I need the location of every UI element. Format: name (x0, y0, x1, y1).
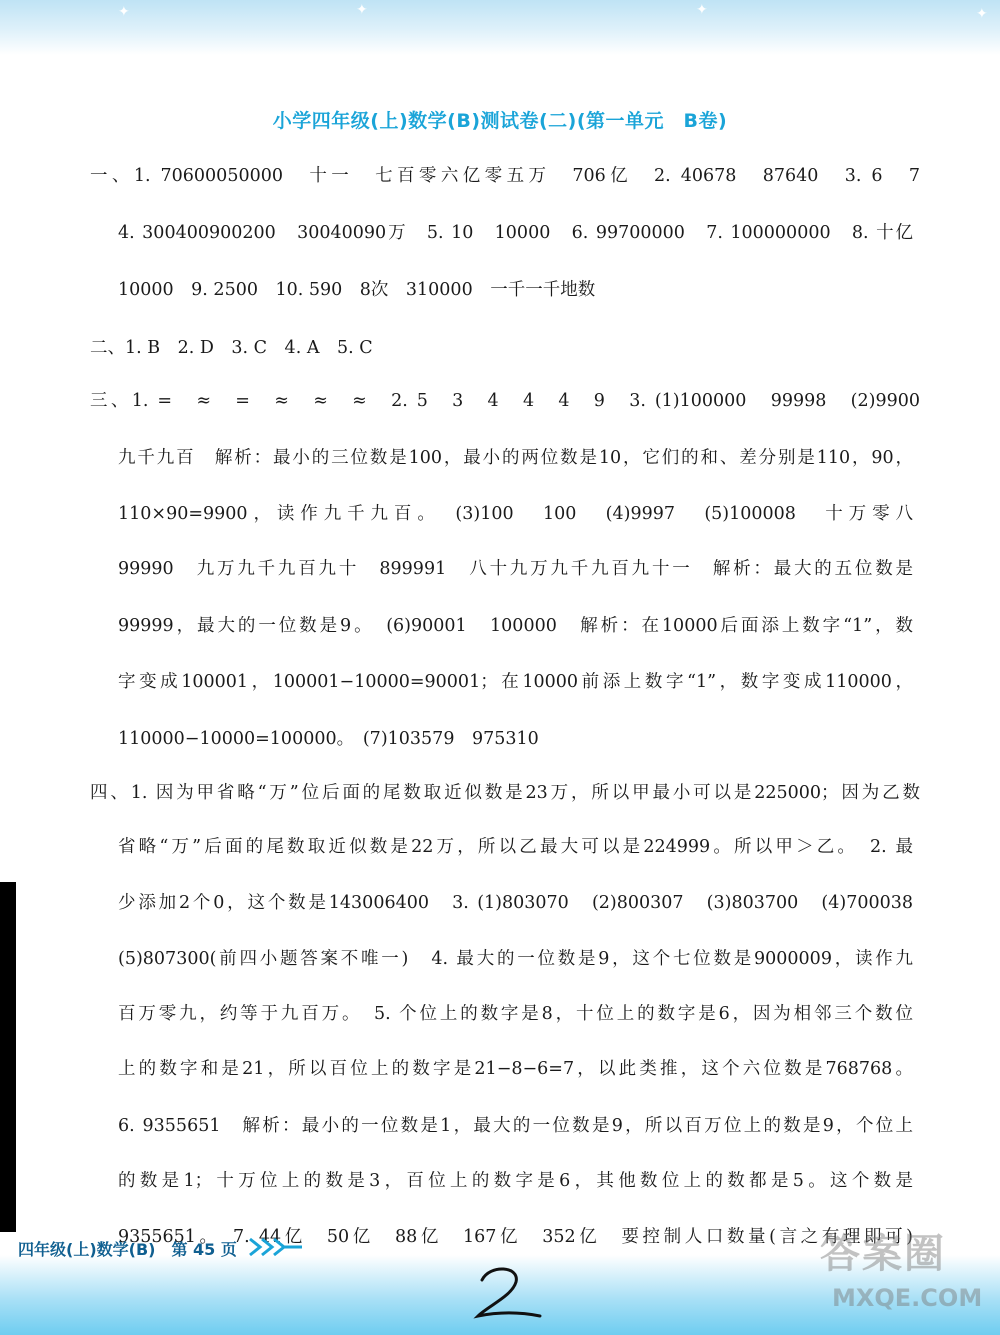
answer-line-19: 的数是1；十万位上的数是3，百位上的数字是6，其他数位上的数都是5。这个数是 (118, 1171, 913, 1191)
answer-line-14: 少添加2个0，这个数是143006400 3. (1)803070 (2)800307 (3)803700 (4)700038 (118, 893, 913, 913)
answer-line-6: 九千九百 解析：最小的三位数是100，最小的两位数是10，它们的和、差分别是110，90， (118, 448, 913, 468)
answer-line-5: 三、1. = ≈ = ≈ ≈ ≈ 2. 5 3 4 4 4 9 3. (1)100000 99998 (2)9900 (90, 391, 920, 411)
watermark (820, 1222, 990, 1330)
sparkle-icon: ✦ (118, 4, 130, 20)
answer-line-8: 99990 九万九千九百九十 899991 八十九万九千九百九十一 解析：最大的五位数是 (118, 559, 913, 579)
watermark-url: MXQE.COM (832, 1284, 983, 1312)
sparkle-icon: ✦ (976, 6, 988, 22)
answer-line-13: 省略“万”后面的尾数取近似数是22万，所以乙最大可以是224999。所以甲＞乙。 2. 最 (118, 837, 913, 857)
arrows-icon (248, 1236, 304, 1258)
answer-line-1: 一、1. 70600050000 十一 七百零六亿零五万 706亿 2. 40678 87640 3. 6 7 (90, 166, 920, 186)
answer-line-4: 二、1. B 2. D 3. C 4. A 5. C (90, 338, 373, 358)
answer-line-10: 字变成100001，100001−10000=90001；在10000前添上数字“1”，数字变成110000， (118, 672, 913, 692)
top-decorative-band (0, 0, 1000, 55)
sparkle-icon: ✦ (696, 2, 708, 18)
answer-line-9: 99999，最大的一位数是9。 (6)90001 100000 解析：在10000后面添上数字“1”，数 (118, 616, 913, 636)
page-title: 小学四年级(上)数学(B)测试卷(二)(第一单元 B卷) (272, 110, 728, 132)
sparkle-icon: ✦ (356, 2, 368, 18)
answer-line-2: 4. 300400900200 30040090万 5. 10 10000 6. 99700000 7. 100000000 8. 十亿 (118, 223, 913, 243)
answer-line-15: (5)807300(前四小题答案不唯一) 4. 最大的一位数是9，这个七位数是9000009，读作九 (118, 949, 913, 969)
answer-line-17: 上的数字和是21，所以百位上的数字是21−8−6=7，以此类推，这个六位数是768768。 (118, 1059, 913, 1079)
answer-line-7: 110×90=9900，读作九千九百。 (3)100 100 (4)9997 (5)100008 十万零八 (118, 504, 913, 524)
answer-line-3: 10000 9. 2500 10. 590 8次 310000 一千一千地数 (118, 280, 596, 300)
answer-line-16: 百万零九，约等于九百万。 5. 个位上的数字是8，十位上的数字是6，因为相邻三个数位 (118, 1004, 913, 1024)
answer-line-20: 9355651。 7. 44亿 50亿 88亿 167亿 352亿 要控制人口数量(言之有理即可) (118, 1227, 913, 1247)
answer-line-18: 6. 9355651 解析：最小的一位数是1，最大的一位数是9，所以百万位上的数是9，个位上 (118, 1116, 913, 1136)
scan-edge-strip (0, 882, 16, 1232)
answer-line-11: 110000−10000=100000。 (7)103579 975310 (118, 729, 539, 749)
answer-line-12: 四、1. 因为甲省略“万”位后面的尾数取近似数是23万，所以甲最小可以是225000；因为乙数 (90, 783, 920, 803)
watermark-text: 答案圈 (820, 1231, 946, 1277)
page-footer-label: 四年级(上)数学(B) 第 45 页 (18, 1240, 237, 1259)
handwritten-mark (468, 1262, 548, 1322)
